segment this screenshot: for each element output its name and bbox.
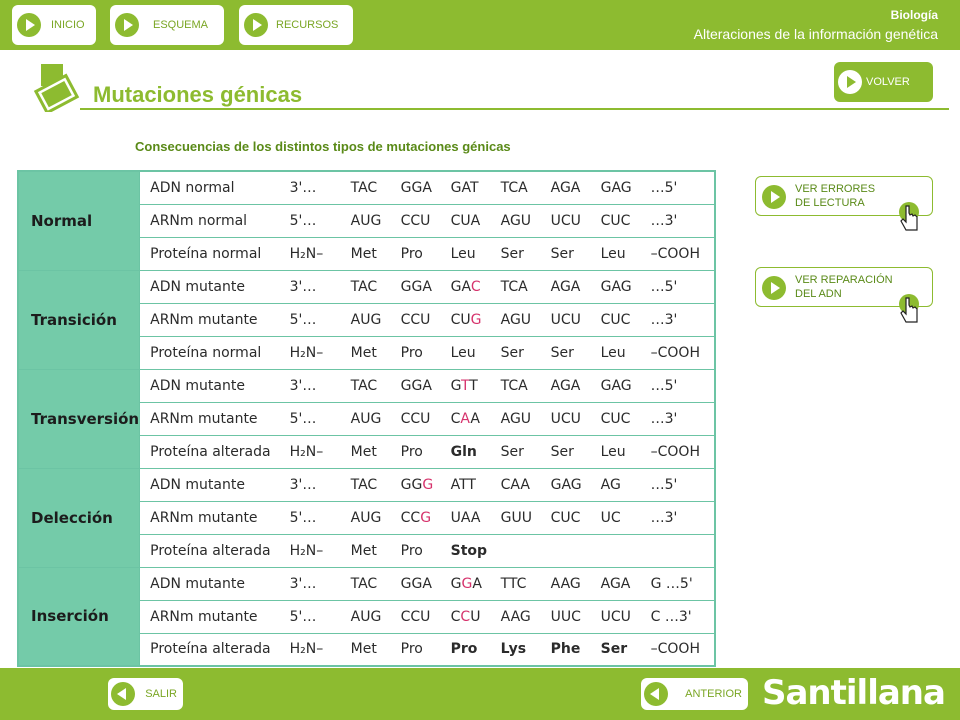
sequence-item: Ser bbox=[550, 443, 574, 460]
sequence-item: H₂N– bbox=[289, 542, 324, 559]
sequence-item: H₂N– bbox=[289, 443, 324, 460]
sequence-item: CUC bbox=[600, 410, 631, 427]
row-label: Proteína alterada bbox=[140, 633, 278, 666]
sequence-cell bbox=[278, 270, 715, 303]
sequence-item: Met bbox=[350, 443, 377, 460]
sequence-item: Ser bbox=[500, 245, 524, 262]
sequence-item: Pro bbox=[400, 641, 423, 658]
sequence-item: 5'… bbox=[289, 212, 317, 229]
sequence-item: GGG bbox=[400, 476, 434, 493]
sequence-item: Ser bbox=[550, 344, 574, 361]
sequence-item: CCU bbox=[400, 410, 431, 427]
sequence-item: UCU bbox=[550, 410, 581, 427]
play-icon bbox=[838, 70, 862, 94]
sequence-item: CUC bbox=[600, 212, 631, 229]
sequence-cell bbox=[278, 336, 715, 369]
sequence-item: 3'… bbox=[289, 278, 317, 295]
table-row bbox=[18, 369, 715, 402]
sequence-item: GGA bbox=[400, 278, 432, 295]
sequence-item: Met bbox=[350, 542, 377, 559]
sequence-item: GGA bbox=[400, 179, 432, 196]
sequence-cell bbox=[278, 633, 715, 666]
recursos-label: RECURSOS bbox=[276, 19, 339, 31]
sequence-item: Pro bbox=[400, 344, 423, 361]
sequence-item: GAG bbox=[550, 476, 582, 493]
sequence-item: Leu bbox=[450, 344, 476, 361]
sequence-item: 3'… bbox=[289, 377, 317, 394]
sequence-item: CUC bbox=[600, 311, 631, 328]
sequence-cell bbox=[278, 567, 715, 600]
table-caption: Consecuencias de los distintos tipos de mutaciones génicas bbox=[135, 139, 511, 154]
sequence-item: GAG bbox=[600, 377, 632, 394]
sequence-item: UCU bbox=[550, 311, 581, 328]
sequence-item: CCU bbox=[400, 212, 431, 229]
sequence-item: AG bbox=[600, 476, 621, 493]
sequence-item: H₂N– bbox=[289, 641, 324, 658]
sequence-item: UUC bbox=[550, 608, 581, 625]
bottom-bar bbox=[0, 668, 960, 720]
sequence-item: AGU bbox=[500, 212, 532, 229]
mutations-table bbox=[17, 170, 716, 667]
sequence-item: AGA bbox=[550, 278, 581, 295]
row-label: ARNm mutante bbox=[140, 600, 278, 633]
ver-errores-label: VER ERRORES DE LECTURA bbox=[795, 183, 876, 209]
sequence-item: …3' bbox=[650, 509, 678, 526]
table-row bbox=[18, 171, 715, 204]
subject-info bbox=[694, 8, 938, 42]
sequence-item: GGA bbox=[450, 575, 482, 592]
back-arrow-icon bbox=[111, 682, 135, 706]
sequence-item: –COOH bbox=[650, 344, 700, 361]
sequence-item: GGA bbox=[400, 377, 432, 394]
sequence-item: UCU bbox=[550, 212, 581, 229]
play-icon bbox=[244, 13, 268, 37]
sequence-item: –COOH bbox=[650, 641, 700, 658]
sequence-item: Pro bbox=[400, 245, 423, 262]
back-arrow-icon bbox=[644, 682, 668, 706]
salir-button[interactable] bbox=[108, 678, 183, 710]
table-row bbox=[18, 270, 715, 303]
sequence-item: Ser bbox=[500, 344, 524, 361]
sequence-item: …5' bbox=[650, 377, 678, 394]
sequence-item: TCA bbox=[500, 179, 528, 196]
sequence-cell bbox=[278, 468, 715, 501]
sequence-item: TCA bbox=[500, 278, 528, 295]
sequence-item: ATT bbox=[450, 476, 476, 493]
sequence-item: Ser bbox=[500, 443, 524, 460]
row-label: ARNm normal bbox=[140, 204, 278, 237]
sequence-item: …3' bbox=[650, 410, 678, 427]
sequence-cell bbox=[278, 204, 715, 237]
title-divider bbox=[80, 108, 949, 110]
sequence-item: Phe bbox=[550, 641, 581, 658]
sequence-item: CCU bbox=[450, 608, 481, 625]
sequence-item: AGU bbox=[500, 311, 532, 328]
sequence-item: AGA bbox=[600, 575, 631, 592]
sequence-item: AUG bbox=[350, 311, 382, 328]
sequence-item: TAC bbox=[350, 377, 378, 394]
sequence-cell bbox=[278, 402, 715, 435]
sequence-item: Leu bbox=[600, 245, 626, 262]
sequence-item: AGU bbox=[500, 410, 532, 427]
santillana-logo: Santillana bbox=[762, 673, 945, 713]
sequence-cell bbox=[278, 171, 715, 204]
sequence-item: Leu bbox=[600, 443, 626, 460]
sequence-item: Pro bbox=[450, 641, 478, 658]
sequence-item: UCU bbox=[600, 608, 631, 625]
sequence-item: TAC bbox=[350, 179, 378, 196]
sequence-item: CCG bbox=[400, 509, 432, 526]
row-label: ADN mutante bbox=[140, 369, 278, 402]
row-label: ADN mutante bbox=[140, 567, 278, 600]
sequence-item: AGA bbox=[550, 179, 581, 196]
sequence-item: Leu bbox=[450, 245, 476, 262]
sequence-item: Pro bbox=[400, 542, 423, 559]
sequence-item: C …3' bbox=[650, 608, 692, 625]
sequence-item: Ser bbox=[550, 245, 574, 262]
mutation-type-cell: Delección bbox=[18, 468, 140, 567]
sequence-item: Met bbox=[350, 245, 377, 262]
row-label: ARNm mutante bbox=[140, 501, 278, 534]
sequence-cell bbox=[278, 303, 715, 336]
sequence-item: AUG bbox=[350, 212, 382, 229]
subject-label: Biología bbox=[890, 8, 938, 22]
topic-label: Alteraciones de la información genética bbox=[693, 26, 938, 42]
sequence-item: H₂N– bbox=[289, 245, 324, 262]
recursos-button[interactable] bbox=[239, 5, 353, 45]
volver-button[interactable] bbox=[834, 62, 933, 102]
sequence-item: Ser bbox=[600, 641, 628, 658]
sequence-item: –COOH bbox=[650, 245, 700, 262]
play-icon bbox=[762, 185, 786, 209]
sequence-item: …5' bbox=[650, 278, 678, 295]
volver-label: VOLVER bbox=[866, 76, 910, 88]
sequence-item: AAG bbox=[550, 575, 581, 592]
sequence-item: 5'… bbox=[289, 509, 317, 526]
sequence-item: …5' bbox=[650, 179, 678, 196]
mutation-type-cell: Normal bbox=[18, 171, 140, 270]
sequence-item: Gln bbox=[450, 443, 477, 460]
sequence-item: …5' bbox=[650, 476, 678, 493]
sequence-item: GAT bbox=[450, 179, 479, 196]
sequence-item: Lys bbox=[500, 641, 527, 658]
row-label: Proteína alterada bbox=[140, 534, 278, 567]
sequence-item: TAC bbox=[350, 278, 378, 295]
sequence-item: GAC bbox=[450, 278, 481, 295]
sequence-item: GUU bbox=[500, 509, 532, 526]
sequence-item: UAA bbox=[450, 509, 481, 526]
sequence-item: UC bbox=[600, 509, 621, 526]
sequence-cell bbox=[278, 435, 715, 468]
mutation-type-cell: Inserción bbox=[18, 567, 140, 666]
mutation-type-cell: Transversión bbox=[18, 369, 140, 468]
hand-pointer-icon bbox=[895, 292, 923, 326]
play-icon bbox=[17, 13, 41, 37]
anterior-button[interactable] bbox=[641, 678, 748, 710]
sequence-item: CUA bbox=[450, 212, 481, 229]
sequence-item: TAC bbox=[350, 575, 378, 592]
top-bar bbox=[0, 0, 960, 50]
sequence-item: 5'… bbox=[289, 608, 317, 625]
section-logo-icon bbox=[32, 62, 82, 112]
page-title: Mutaciones génicas bbox=[93, 82, 303, 107]
sequence-item: Pro bbox=[400, 443, 423, 460]
esquema-label: ESQUEMA bbox=[153, 19, 209, 31]
mutation-type-cell: Transición bbox=[18, 270, 140, 369]
sequence-item: Leu bbox=[600, 344, 626, 361]
salir-label: SALIR bbox=[145, 688, 177, 700]
sequence-item: CCU bbox=[400, 311, 431, 328]
sequence-item: 5'… bbox=[289, 311, 317, 328]
inicio-button[interactable] bbox=[12, 5, 96, 45]
sequence-item: G …5' bbox=[650, 575, 693, 592]
sequence-cell bbox=[278, 237, 715, 270]
sequence-item: 3'… bbox=[289, 476, 317, 493]
row-label: ARNm mutante bbox=[140, 402, 278, 435]
sequence-item: CUG bbox=[450, 311, 482, 328]
sequence-item: 3'… bbox=[289, 575, 317, 592]
sequence-item: GAG bbox=[600, 278, 632, 295]
sequence-cell bbox=[278, 600, 715, 633]
sequence-item: Met bbox=[350, 641, 377, 658]
sequence-item: H₂N– bbox=[289, 344, 324, 361]
anterior-label: ANTERIOR bbox=[685, 688, 742, 700]
play-icon bbox=[762, 276, 786, 300]
esquema-button[interactable] bbox=[110, 5, 224, 45]
sequence-item: GAG bbox=[600, 179, 632, 196]
sequence-cell bbox=[278, 534, 715, 567]
row-label: ADN normal bbox=[140, 171, 278, 204]
sequence-item: CCU bbox=[400, 608, 431, 625]
sequence-item: GGA bbox=[400, 575, 432, 592]
sequence-item: AAG bbox=[500, 608, 531, 625]
hand-pointer-icon bbox=[895, 200, 923, 234]
sequence-item: CAA bbox=[500, 476, 530, 493]
row-label: Proteína normal bbox=[140, 237, 278, 270]
sequence-item: AUG bbox=[350, 509, 382, 526]
row-label: ADN mutante bbox=[140, 468, 278, 501]
inicio-label: INICIO bbox=[51, 19, 85, 31]
sequence-item: TTC bbox=[500, 575, 527, 592]
ver-reparacion-label: VER REPARACIÓN DEL ADN bbox=[795, 274, 893, 300]
sequence-item: TAC bbox=[350, 476, 378, 493]
sequence-item: 3'… bbox=[289, 179, 317, 196]
sequence-item: TCA bbox=[500, 377, 528, 394]
table-row bbox=[18, 567, 715, 600]
row-label: Proteína alterada bbox=[140, 435, 278, 468]
sequence-item: …3' bbox=[650, 212, 678, 229]
sequence-item: CUC bbox=[550, 509, 581, 526]
sequence-cell bbox=[278, 501, 715, 534]
sequence-item: 5'… bbox=[289, 410, 317, 427]
row-label: ARNm mutante bbox=[140, 303, 278, 336]
row-label: Proteína normal bbox=[140, 336, 278, 369]
table-row bbox=[18, 468, 715, 501]
sequence-item: AUG bbox=[350, 410, 382, 427]
sequence-cell bbox=[278, 369, 715, 402]
sequence-item: Stop bbox=[450, 542, 488, 559]
sequence-item: CAA bbox=[450, 410, 480, 427]
sequence-item: –COOH bbox=[650, 443, 700, 460]
sequence-item: AGA bbox=[550, 377, 581, 394]
sequence-item: …3' bbox=[650, 311, 678, 328]
row-label: ADN mutante bbox=[140, 270, 278, 303]
play-icon bbox=[115, 13, 139, 37]
sequence-item: Met bbox=[350, 344, 377, 361]
sequence-item: GTT bbox=[450, 377, 478, 394]
sequence-item: AUG bbox=[350, 608, 382, 625]
